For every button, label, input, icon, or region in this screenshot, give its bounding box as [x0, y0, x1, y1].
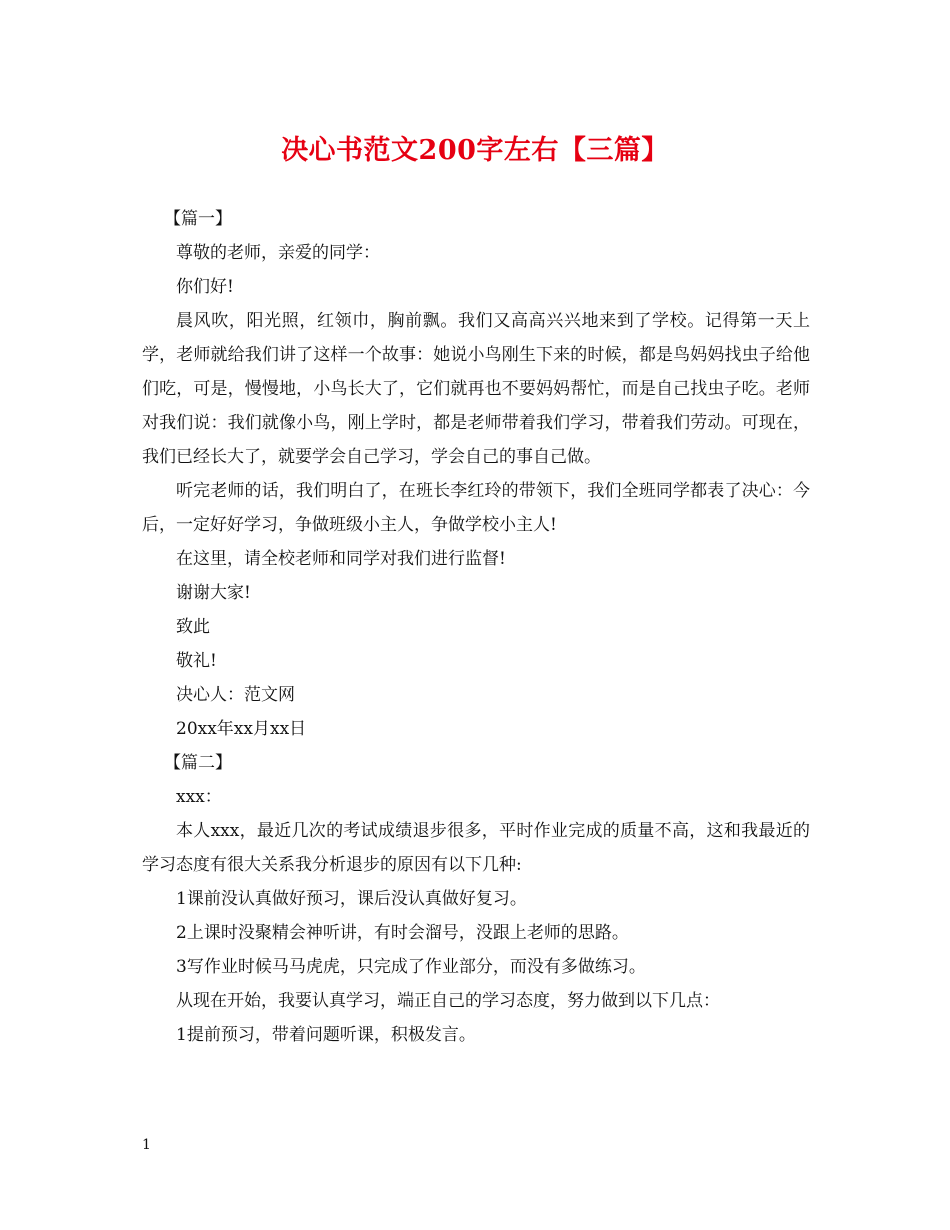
body-paragraph: 听完老师的话，我们明白了，在班长李红玲的带领下，我们全班同学都表了决心：今后，一定好好学习，争做班级小主人，争做学校小主人!	[142, 481, 810, 535]
list-item: 1提前预习，带着问题听课，积极发言。	[176, 1025, 476, 1045]
greeting: 你们好!	[176, 277, 234, 297]
signature-line: 决心人：范文网	[176, 685, 295, 705]
list-item: 1课前没认真做好预习，课后没认真做好复习。	[176, 889, 527, 909]
body-paragraph: 本人xxx，最近几次的考试成绩退步很多，平时作业完成的质量不高，这和我最近的学习态度有很大关系我分析退步的原因有以下几种:	[142, 821, 810, 875]
closing-line: 致此	[176, 617, 210, 637]
body-paragraph: 晨风吹，阳光照，红领巾，胸前飘。我们又高高兴兴地来到了学校。记得第一天上学，老师就给我们讲了这样一个故事：她说小鸟刚生下来的时候，都是鸟妈妈找虫子给他们吃，可是，慢慢地，小鸟长大了，它们就再也不要妈妈帮忙，而是自己找虫子吃。老师对我们说：我们就像小鸟，刚上学时，都是老师带着我们学习，带着我们劳动。可现在，我们已经长大了，就要学会自己学习，学会自己的事自己做。	[142, 311, 810, 467]
addressee-line: xxx：	[176, 787, 222, 807]
section-heading-1: 【篇一】	[164, 209, 232, 229]
date-line: 20xx年xx月xx日	[176, 719, 307, 739]
page-number: 1	[142, 1137, 151, 1153]
body-paragraph: 在这里，请全校老师和同学对我们进行监督!	[176, 549, 506, 569]
closing-salute: 敬礼!	[176, 651, 217, 671]
section-heading-2: 【篇二】	[164, 753, 232, 773]
thanks-line: 谢谢大家!	[176, 583, 251, 603]
body-paragraph: 从现在开始，我要认真学习，端正自己的学习态度，努力做到以下几点：	[176, 991, 720, 1011]
document-body	[142, 202, 810, 1052]
list-item: 2上课时没聚精会神听讲，有时会溜号，没跟上老师的思路。	[176, 923, 629, 943]
salutation: 尊敬的老师，亲爱的同学：	[176, 243, 380, 263]
document-title: 决心书范文200字左右【三篇】	[281, 135, 669, 166]
list-item: 3写作业时候马马虎虎，只完成了作业部分，而没有多做练习。	[176, 957, 646, 977]
